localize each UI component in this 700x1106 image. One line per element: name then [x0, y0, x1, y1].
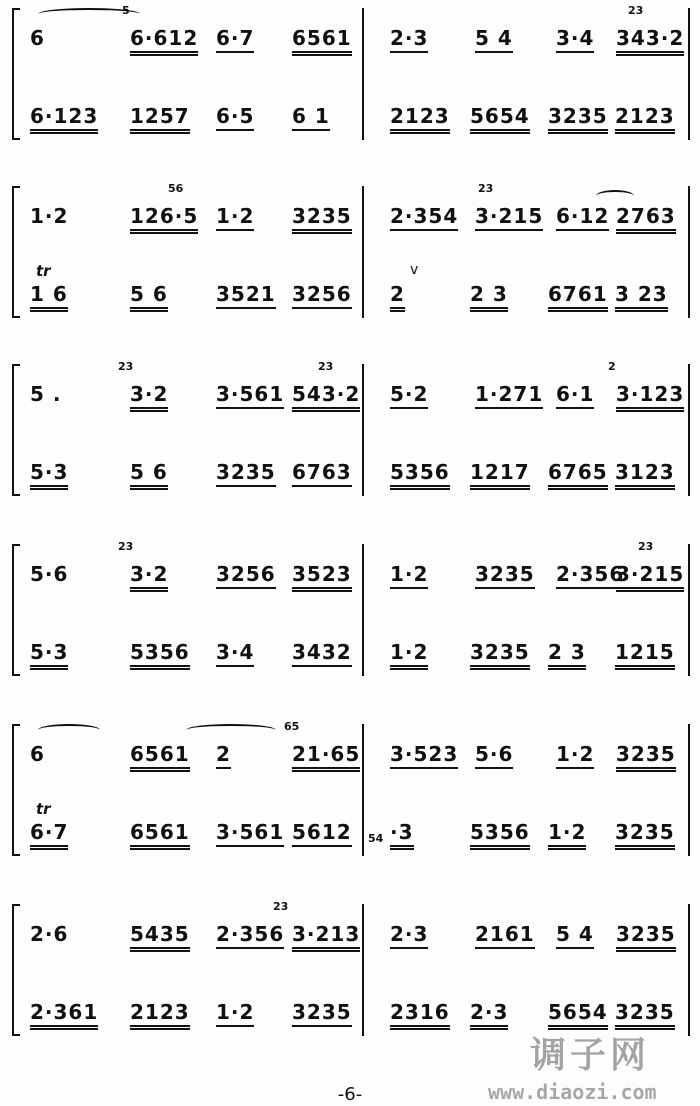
note-group: 1257: [130, 104, 190, 134]
upper-part: [30, 736, 690, 776]
grace-note: 23: [638, 540, 654, 553]
note-group: 2·356: [216, 922, 284, 949]
note-group: 6·7: [216, 26, 254, 53]
note-group: 6763: [292, 460, 352, 487]
grace-note: 23: [628, 4, 644, 17]
note-group: 6·123: [30, 104, 98, 134]
note-group: 6·5: [216, 104, 254, 131]
note-group: 6761: [548, 282, 608, 312]
system-bracket: [12, 364, 20, 496]
note-group: 6: [30, 742, 45, 766]
note-group: 2·3: [470, 1000, 508, 1030]
note-group: 2123: [615, 104, 675, 134]
note-group: 1217: [470, 460, 530, 490]
note-group: 3123: [615, 460, 675, 490]
note-group: 3235: [470, 640, 530, 670]
note-group: 5356: [130, 640, 190, 670]
trill-mark: tr: [36, 262, 51, 280]
grace-note: 54: [368, 832, 384, 845]
note-group: 3·561: [216, 820, 284, 847]
note-group: 3·215: [475, 204, 543, 231]
note-group: 6561: [130, 742, 190, 772]
system-bracket: [12, 544, 20, 676]
trill-mark: tr: [36, 800, 51, 818]
note-group: 5356: [470, 820, 530, 850]
note-group: 2·361: [30, 1000, 98, 1030]
note-group: 3·213: [292, 922, 360, 952]
note-group: 1·2: [390, 562, 428, 589]
grace-note: 65: [284, 720, 300, 733]
upper-part: [30, 556, 690, 596]
note-group: 3521: [216, 282, 276, 309]
lower-part: [30, 634, 690, 674]
note-group: ·3: [390, 820, 414, 850]
note-group: 2 3: [548, 640, 586, 670]
note-group: 5·6: [475, 742, 513, 769]
note-group: 3·2: [130, 382, 168, 412]
note-group: 1·2: [216, 204, 254, 231]
breath-mark: v: [410, 262, 419, 278]
note-group: 2·354: [390, 204, 458, 231]
note-group: 2: [390, 282, 405, 312]
note-group: 5356: [390, 460, 450, 490]
note-group: 3235: [475, 562, 535, 589]
note-group: 3432: [292, 640, 352, 667]
slur: [596, 190, 634, 202]
score-system: [0, 0, 700, 160]
note-group: 3235: [616, 742, 676, 772]
note-group: 3235: [616, 922, 676, 952]
note-group: 343·2: [616, 26, 684, 56]
system-bracket: [12, 8, 20, 140]
note-group: 6: [30, 26, 45, 50]
slur: [186, 724, 276, 736]
note-group: 3·4: [216, 640, 254, 667]
note-group: 1·2: [30, 204, 69, 228]
note-group: 3256: [292, 282, 352, 309]
score-system: [0, 356, 700, 516]
note-group: 5 6: [130, 460, 168, 490]
page-number: -6-: [337, 1084, 363, 1105]
note-group: 1·2: [548, 820, 586, 850]
note-group: 5612: [292, 820, 352, 847]
note-group: 1·2: [216, 1000, 254, 1027]
lower-part: [30, 98, 690, 138]
note-group: 2·3: [390, 26, 428, 53]
note-group: 543·2: [292, 382, 360, 412]
note-group: 6 1: [292, 104, 330, 131]
note-group: 5·3: [30, 640, 68, 670]
note-group: 1 6: [30, 282, 68, 312]
note-group: 3523: [292, 562, 352, 592]
note-group: 2316: [390, 1000, 450, 1030]
note-group: 5 6: [130, 282, 168, 312]
note-group: 5·2: [390, 382, 428, 409]
note-group: 2: [216, 742, 231, 769]
note-group: 6·7: [30, 820, 68, 850]
note-group: 6·12: [556, 204, 609, 231]
lower-part: [30, 276, 690, 316]
note-group: 3·523: [390, 742, 458, 769]
note-group: 2·3: [390, 922, 428, 949]
note-group: 2123: [390, 104, 450, 134]
upper-part: [30, 198, 690, 238]
note-group: 3·215: [616, 562, 684, 592]
system-bracket: [12, 904, 20, 1036]
note-group: 3·123: [616, 382, 684, 412]
grace-note: 23: [318, 360, 334, 373]
grace-note: 5: [122, 4, 130, 17]
note-group: 2·356: [556, 562, 624, 589]
note-group: 2763: [616, 204, 676, 234]
upper-part: [30, 916, 690, 956]
note-group: 6561: [292, 26, 352, 56]
note-group: 6765: [548, 460, 608, 490]
grace-note: 23: [478, 182, 494, 195]
note-group: 6561: [130, 820, 190, 850]
grace-note: 56: [168, 182, 184, 195]
note-group: 3235: [615, 1000, 675, 1030]
watermark-logo-text: 调子网: [530, 1035, 651, 1076]
note-group: 5 4: [475, 26, 513, 53]
note-group: 3·4: [556, 26, 594, 53]
note-group: 3235: [292, 204, 352, 234]
note-group: 3·2: [130, 562, 168, 592]
score-system: [0, 716, 700, 876]
note-group: 3 23: [615, 282, 668, 312]
note-group: 5·6: [30, 562, 69, 586]
grace-note: 23: [118, 360, 134, 373]
upper-part: [30, 376, 690, 416]
note-group: 3235: [216, 460, 276, 487]
lower-part: [30, 814, 690, 854]
note-group: 3235: [292, 1000, 352, 1027]
grace-note: 23: [118, 540, 134, 553]
note-group: 5654: [548, 1000, 608, 1030]
note-group: 1·271: [475, 382, 543, 409]
score-system: [0, 178, 700, 338]
note-group: 5 4: [556, 922, 594, 949]
note-group: 5654: [470, 104, 530, 134]
note-group: 2123: [130, 1000, 190, 1030]
note-group: 126·5: [130, 204, 198, 234]
note-group: 3235: [548, 104, 608, 134]
system-bracket: [12, 186, 20, 318]
upper-part: [30, 20, 690, 60]
note-group: 3256: [216, 562, 276, 589]
note-group: 3·561: [216, 382, 284, 409]
note-group: 5·3: [30, 460, 68, 490]
note-group: 5435: [130, 922, 190, 952]
note-group: 1·2: [556, 742, 594, 769]
note-group: 5 .: [30, 382, 62, 406]
note-group: 2 3: [470, 282, 508, 312]
note-group: 6·1: [556, 382, 594, 409]
system-bracket: [12, 724, 20, 856]
note-group: 1·2: [390, 640, 428, 670]
note-group: 2161: [475, 922, 535, 949]
note-group: 1215: [615, 640, 675, 670]
watermark-url: www.diaozi.com: [488, 1080, 657, 1104]
note-group: 6·612: [130, 26, 198, 56]
grace-note: 2: [608, 360, 616, 373]
grace-note: 23: [273, 900, 289, 913]
slur: [38, 724, 100, 736]
lower-part: [30, 454, 690, 494]
note-group: 21·65: [292, 742, 360, 772]
note-group: 2·6: [30, 922, 69, 946]
note-group: 3235: [615, 820, 675, 850]
score-system: [0, 536, 700, 696]
slur: [38, 8, 140, 20]
